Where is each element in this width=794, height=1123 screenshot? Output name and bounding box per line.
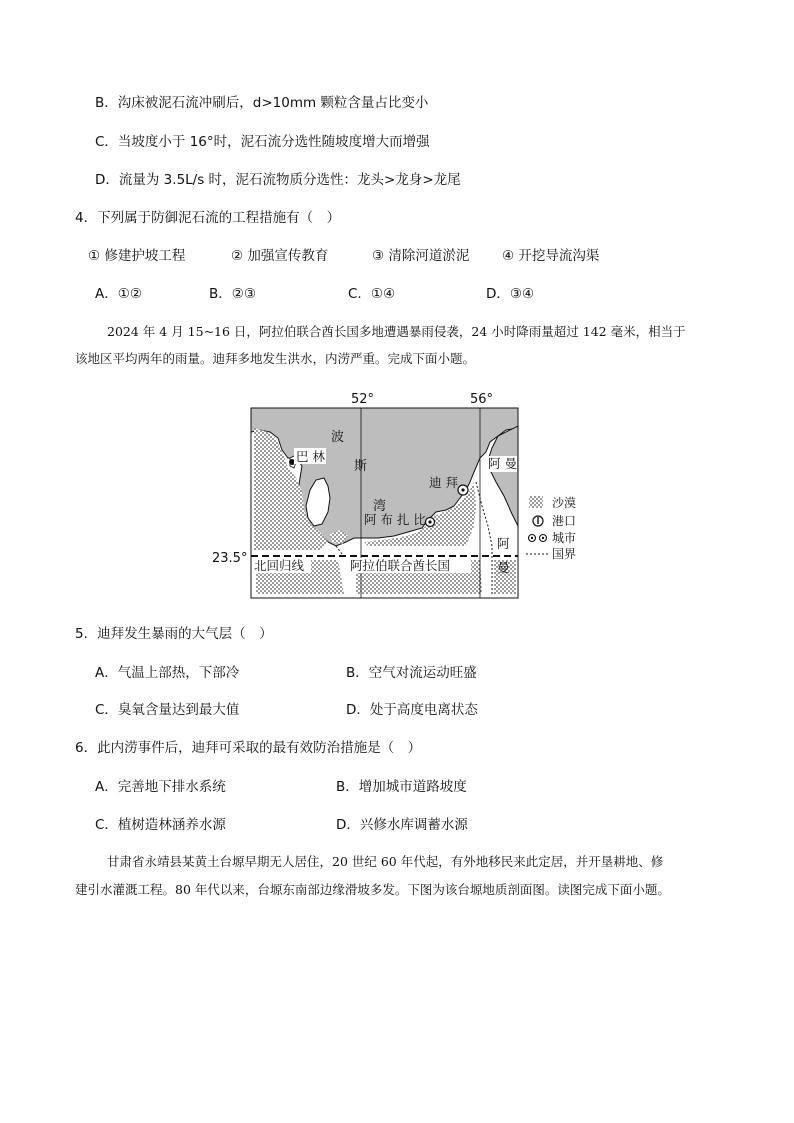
q6-option-c: C．植树造林涵养水源 [95, 817, 226, 833]
passage2-line2: 建引水灌溉工程。80 年代以来，台塬东南部边缘滑坡多发。下图为该台塬地质剖面图。读图完成下面小题。 [75, 882, 670, 897]
map-legend [526, 495, 576, 561]
q6-option-a: A．完善地下排水系统 [95, 779, 226, 795]
legend-desert-label: 沙漠 [552, 496, 577, 510]
q3-option-c: C．当坡度小于 16°时，泥石流分选性随坡度增大而增强 [95, 134, 430, 150]
q6-stem: 6．此内涝事件后，迪拜可采取的最有效防治措施是（ ） [75, 740, 422, 756]
lon-56-label: 56° [470, 392, 494, 407]
map-label-oman-bottom-2: 曼 [497, 560, 510, 575]
q3-option-d: D．流量为 3.5L/s 时，泥石流物质分选性：龙头>龙身>龙尾 [95, 172, 461, 188]
map-label-dubai: 迪 拜 [429, 475, 458, 490]
q5-option-a: A．气温上部热，下部冷 [95, 665, 240, 681]
map-label-bahrain: 巴 林 [296, 449, 325, 464]
q5-option-c: C．臭氧含量达到最大值 [95, 702, 240, 718]
legend-border-label: 国界 [552, 547, 577, 561]
q4-item-1: ① 修建护坡工程 [88, 248, 186, 264]
map-label-bo: 波 [331, 430, 345, 445]
persian-gulf-map [208, 386, 588, 604]
q4-stem: 4．下列属于防御泥石流的工程措施有（ ） [75, 210, 341, 226]
q4-option-c: C．①④ [348, 286, 396, 302]
map-label-si: 斯 [354, 459, 368, 474]
map-label-oman-top: 阿 曼 [488, 456, 517, 471]
lon-52-label: 52° [351, 392, 375, 407]
legend-city-label: 城市 [552, 531, 577, 545]
dubai-port-dot [461, 488, 464, 491]
legend-port-label: 港口 [552, 514, 577, 528]
passage1-line2: 该地区平均两年的雨量。迪拜多地发生洪水，内涝严重。完成下面小题。 [75, 351, 476, 366]
q4-item-3: ③ 清除河道淤泥 [372, 248, 470, 264]
q5-option-b: B．空气对流运动旺盛 [346, 665, 477, 681]
map-label-uae: 阿拉伯联合酋长国 [350, 558, 451, 573]
map-label-oman-bottom-1: 阿 [497, 536, 510, 551]
map-label-tropic: 北回归线 [254, 558, 305, 573]
map-label-wan: 湾 [373, 499, 387, 514]
map-label-abudhabi: 阿 布 扎 比 [364, 512, 426, 527]
q4-option-b: B．②③ [209, 286, 256, 302]
q4-option-d: D．③④ [486, 286, 535, 302]
q4-item-4: ④ 开挖导流沟渠 [502, 248, 600, 264]
legend-desert-icon [529, 496, 543, 508]
q4-option-a: A．①② [95, 286, 142, 302]
q6-option-b: B．增加城市道路坡度 [336, 779, 467, 795]
lat-23-5-label: 23.5° [212, 551, 248, 566]
q5-stem: 5．迪拜发生暴雨的大气层（ ） [75, 626, 273, 642]
q4-item-2: ② 加强宣传教育 [231, 248, 329, 264]
passage1-line1: 2024 年 4 月 15~16 日，阿拉伯联合酋长国多地遭遇暴雨侵袭，24 小时降雨量超过 142 毫米，相当于 [107, 324, 686, 339]
q6-option-d: D．兴修水库调蓄水源 [336, 817, 468, 833]
q5-option-d: D．处于高度电离状态 [346, 702, 478, 718]
abudhabi-city-dot [428, 520, 431, 523]
passage2-line1: 甘肃省永靖县某黄土台塬早期无人居住，20 世纪 60 年代起，有外地移民来此定居，并开垦耕地、修 [107, 854, 664, 869]
q3-option-b: B．沟床被泥石流冲刷后，d>10mm 颗粒含量占比变小 [95, 95, 429, 111]
